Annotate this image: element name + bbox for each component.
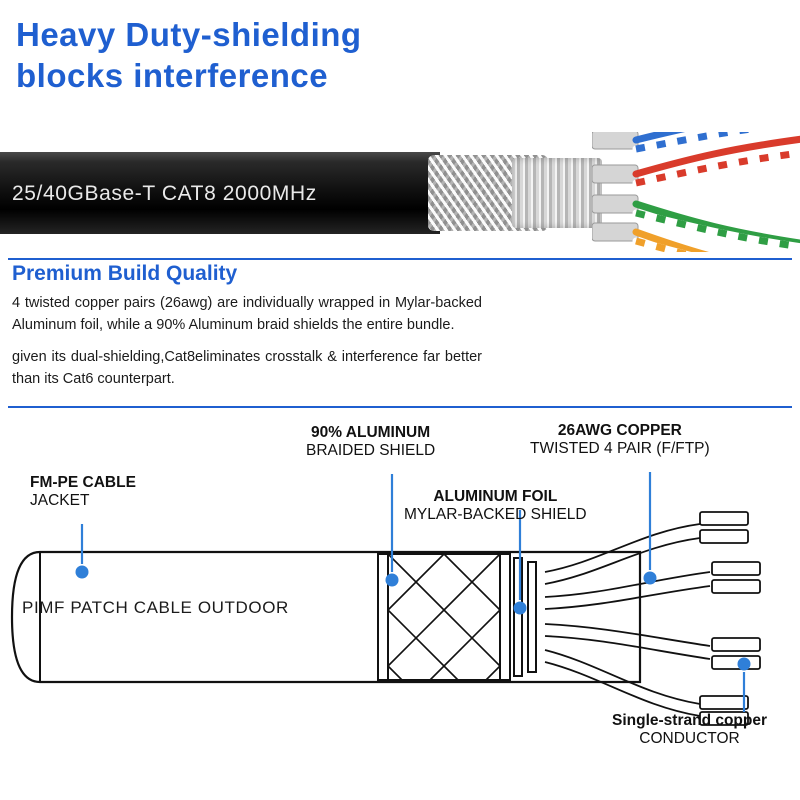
- foil-shield-photo: [512, 158, 602, 228]
- callout-jacket-title: FM-PE CABLE: [30, 474, 136, 491]
- callout-copper-pairs-sub: TWISTED 4 PAIR (F/FTP): [530, 440, 710, 458]
- pair-end-connectors: [700, 512, 760, 725]
- callout-aluminum-foil-title: ALUMINUM FOIL: [433, 488, 558, 505]
- premium-paragraph-2: given its dual-shielding,Cat8eliminates crosstalk & interference far better than its Cat6 counterpart.: [12, 348, 482, 388]
- cable-photograph: [0, 122, 800, 257]
- twisted-pairs-photo: [592, 132, 800, 252]
- premium-title: Premium Build Quality: [12, 262, 238, 285]
- divider-bottom: [8, 406, 792, 408]
- cable-cutaway-diagram: [0, 412, 800, 800]
- page-headline: [16, 14, 776, 97]
- callout-braided-shield-title: 90% ALUMINUM: [311, 424, 431, 441]
- callout-conductor: [612, 712, 767, 749]
- callout-braided-shield: [306, 424, 435, 461]
- callout-conductor-title: Single-strand copper: [612, 712, 768, 729]
- callout-copper-pairs: [530, 422, 710, 459]
- callout-copper-pairs-title: 26AWG COPPER: [557, 422, 682, 439]
- braid-right-wall: [500, 554, 510, 680]
- callout-jacket: [30, 474, 136, 511]
- twisted-pairs-svg: [592, 132, 800, 252]
- foil-layer-inner: [528, 562, 536, 672]
- braid-left-wall: [378, 554, 388, 680]
- callout-braided-shield-sub: BRAIDED SHIELD: [306, 442, 436, 460]
- callout-aluminum-foil: [404, 488, 587, 525]
- cable-print-label: PIMF PATCH CABLE OUTDOOR: [22, 598, 289, 617]
- headline-line-1: Heavy Duty-shielding: [16, 16, 362, 53]
- premium-body: [12, 292, 482, 391]
- braid-block: [388, 554, 500, 680]
- premium-paragraph-1: 4 twisted copper pairs (26awg) are individually wrapped in Mylar-backed Aluminum foil, while a 90% Aluminum braid shields the entire bundle.: [12, 295, 482, 334]
- divider-top: [8, 258, 792, 260]
- jacket-print-text: 25/40GBase-T CAT8 2000MHz: [12, 182, 317, 205]
- callout-aluminum-foil-sub: MYLAR-BACKED SHIELD: [404, 506, 587, 524]
- callout-conductor-sub: CONDUCTOR: [639, 730, 740, 748]
- callout-jacket-sub: JACKET: [30, 492, 90, 510]
- headline-line-2: blocks interference: [16, 57, 329, 95]
